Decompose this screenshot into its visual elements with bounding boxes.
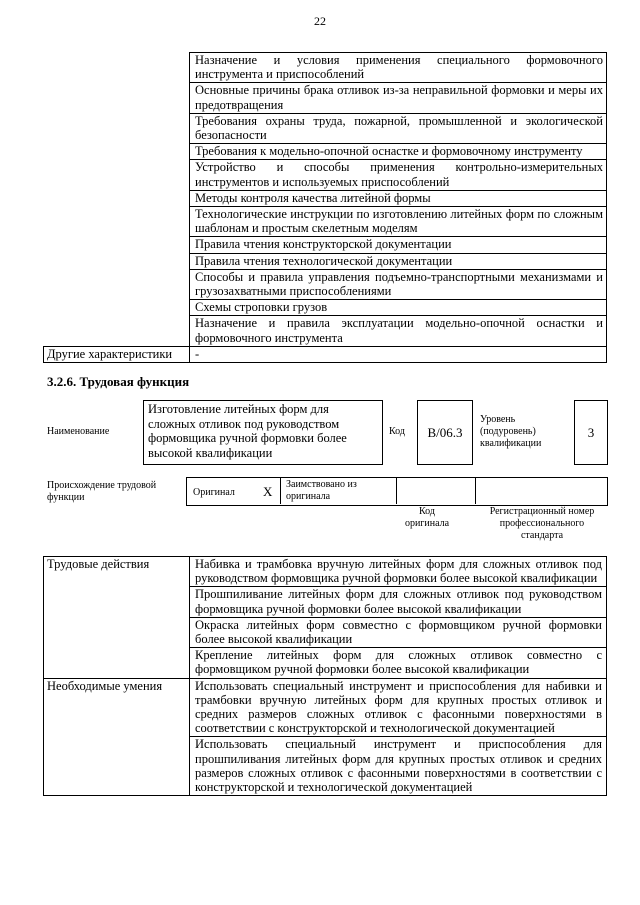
section-title: 3.2.6. Трудовая функция: [47, 374, 190, 389]
action-item: Крепление литейных форм для сложных отливок совместно с формовщиком ручной формовки более высокой квалификации: [190, 648, 607, 678]
origin-box: [186, 477, 608, 506]
action-item: Набивка и трамбовка вручную литейных форм для сложных отливок под руководством формовщика ручной формовки более высокой квалификации: [190, 557, 607, 587]
knowledge-item: Методы контроля качества литейной формы: [190, 190, 607, 206]
knowledge-item: Технологические инструкции по изготовлению литейных форм по сложным шаблонам и простым скелетным моделям: [190, 207, 607, 237]
code-value: В/06.3: [427, 425, 463, 440]
knowledge-item: Требования охраны труда, пожарной, промышленной и экологической безопасности: [190, 113, 607, 143]
table-row: [44, 53, 607, 83]
table-row: [44, 557, 607, 587]
action-item: Окраска литейных форм совместно с формовщиком ручной формовки более высокой квалификации: [190, 617, 607, 647]
actions-table: [43, 556, 607, 796]
divider: [396, 477, 397, 504]
registration-number-label: Регистрационный номер профессионального стандарта: [489, 506, 595, 541]
table-row: [44, 678, 607, 737]
origin-label: Происхождение трудовой функции: [47, 480, 157, 503]
knowledge-item: Правила чтения технологической документации: [190, 253, 607, 269]
other-characteristics-value: -: [190, 346, 607, 362]
name-label: Наименование: [47, 426, 110, 437]
level-label: Уровень (подуровень) квалификации: [480, 414, 542, 449]
knowledge-item: Схемы строповки грузов: [190, 300, 607, 316]
knowledge-label-cell: [44, 53, 190, 347]
skills-label: Необходимые умения: [44, 678, 190, 796]
knowledge-item: Правила чтения конструкторской документации: [190, 237, 607, 253]
name-value: Изготовление литейных форм для сложных отливок под руководством формовщика ручной формовки более высокой квалификации: [148, 402, 347, 460]
action-item: Прошпиливание литейных форм для сложных отливок под руководством формовщика ручной формовки более высокой квалификации: [190, 587, 607, 617]
skill-item: Использовать специальный инструмент и приспособления для прошпиливания литейных форм для крупных простых отливок и средних размеров сложных отливок с фасонными поверхностями в соответствии с конструкторской и технологической документацией: [190, 737, 607, 796]
skill-item: Использовать специальный инструмент и приспособления для набивки и трамбовки вручную литейных форм для крупных простых отливок и средних размеров сложных отливок с фасонными поверхностями в соответствии с конструкторской и технологической документацией: [190, 678, 607, 737]
page-number: 22: [314, 14, 326, 28]
knowledge-item: Основные причины брака отливок из-за неправильной формовки и меры их предотвращения: [190, 83, 607, 113]
level-value: 3: [587, 425, 595, 440]
level-box: [574, 400, 608, 465]
other-characteristics-label: Другие характеристики: [44, 346, 190, 362]
borrowed-label: Заимствовано из оригинала: [286, 479, 357, 502]
knowledge-item: Способы и правила управления подъемно-транспортными механизмами и грузозахватными приспособлениями: [190, 269, 607, 299]
knowledge-item: Устройство и способы применения контрольно-измерительных инструментов и используемых приспособлений: [190, 160, 607, 190]
actions-label: Трудовые действия: [44, 557, 190, 679]
divider: [475, 477, 476, 504]
code-label: Код: [389, 426, 405, 437]
code-box: [417, 400, 473, 465]
original-mark: X: [263, 484, 273, 499]
knowledge-item: Назначение и правила эксплуатации модельно-опочной оснастки и формовочного инструмента: [190, 316, 607, 346]
original-label: Оригинал: [193, 487, 235, 498]
knowledge-item: Требования к модельно-опочной оснастке и формовочному инструменту: [190, 144, 607, 160]
name-box: [143, 400, 383, 465]
code-original-label: Код оригинала: [404, 506, 450, 529]
knowledge-item: Назначение и условия применения специального формовочного инструмента и приспособлений: [190, 53, 607, 83]
knowledge-table: [43, 52, 607, 363]
divider: [280, 477, 281, 504]
table-row: [44, 346, 607, 362]
